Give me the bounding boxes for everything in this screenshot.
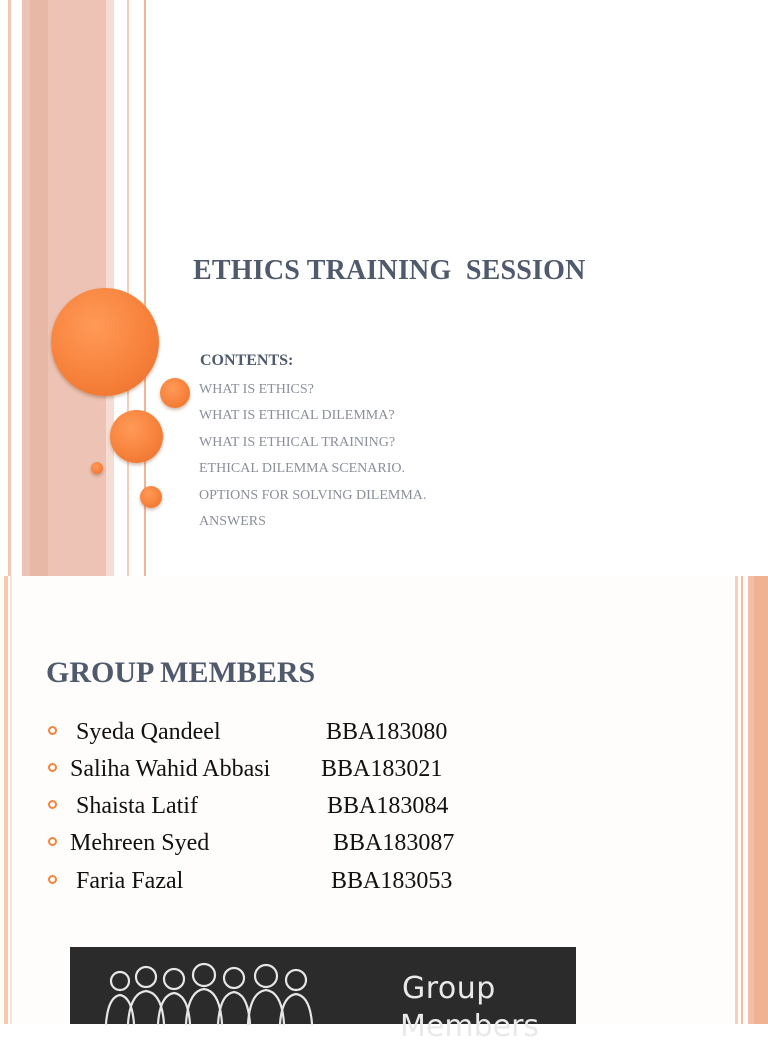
member-row	[46, 717, 526, 747]
image-caption: Group	[402, 971, 496, 1006]
member-id: BBA183087	[333, 830, 455, 856]
slide-title: GROUP MEMBERS	[46, 656, 316, 689]
member-name: Syeda Qandeel	[70, 719, 221, 745]
decorative-stripe	[8, 0, 11, 576]
member-id: BBA183080	[326, 719, 448, 745]
contents-item: WHAT IS ETHICAL TRAINING?	[199, 434, 396, 450]
contents-item: ANSWERS	[199, 513, 266, 529]
contents-list	[199, 380, 426, 538]
decorative-stripe	[754, 576, 768, 1024]
image-caption-partial: Members	[400, 1009, 540, 1044]
member-row	[46, 791, 526, 821]
decorative-stripe	[10, 576, 12, 1024]
member-id: BBA183053	[331, 868, 453, 894]
member-row	[46, 866, 526, 896]
decorative-stripe	[127, 0, 129, 576]
people-sketch-icon	[70, 947, 370, 1024]
bullet-icon	[48, 875, 57, 884]
member-name: Shaista Latif	[70, 793, 198, 819]
member-name: Mehreen Syed	[70, 830, 210, 856]
decorative-stripe	[30, 0, 48, 576]
member-id: BBA183021	[321, 756, 443, 782]
group-members-image	[70, 947, 576, 1044]
decorative-circle-large	[51, 288, 159, 396]
decorative-circle	[140, 486, 162, 508]
decorative-stripe	[4, 576, 8, 1024]
member-name: Saliha Wahid Abbasi	[70, 756, 271, 782]
bullet-icon	[48, 800, 57, 809]
contents-item: WHAT IS ETHICS?	[199, 382, 314, 397]
contents-item: ETHICAL DILEMMA SCENARIO.	[199, 461, 405, 477]
bullet-icon	[48, 763, 57, 772]
member-name: Faria Fazal	[70, 868, 184, 894]
contents-item: WHAT IS ETHICAL DILEMMA?	[199, 408, 395, 424]
member-row	[46, 828, 526, 858]
member-row	[46, 754, 526, 784]
decorative-circle	[160, 378, 190, 408]
member-id: BBA183084	[327, 793, 449, 819]
bullet-icon	[48, 837, 57, 846]
slide-title: ETHICS TRAINING SESSION	[193, 255, 586, 286]
bullet-icon	[48, 726, 57, 735]
slide-group-members	[0, 576, 768, 1044]
decorative-circle-small	[91, 462, 103, 474]
decorative-circle	[110, 410, 163, 463]
contents-item: OPTIONS FOR SOLVING DILEMMA.	[199, 487, 427, 503]
decorative-stripe	[741, 576, 743, 1024]
contents-heading: CONTENTS:	[200, 352, 294, 369]
decorative-stripe	[735, 576, 738, 1024]
